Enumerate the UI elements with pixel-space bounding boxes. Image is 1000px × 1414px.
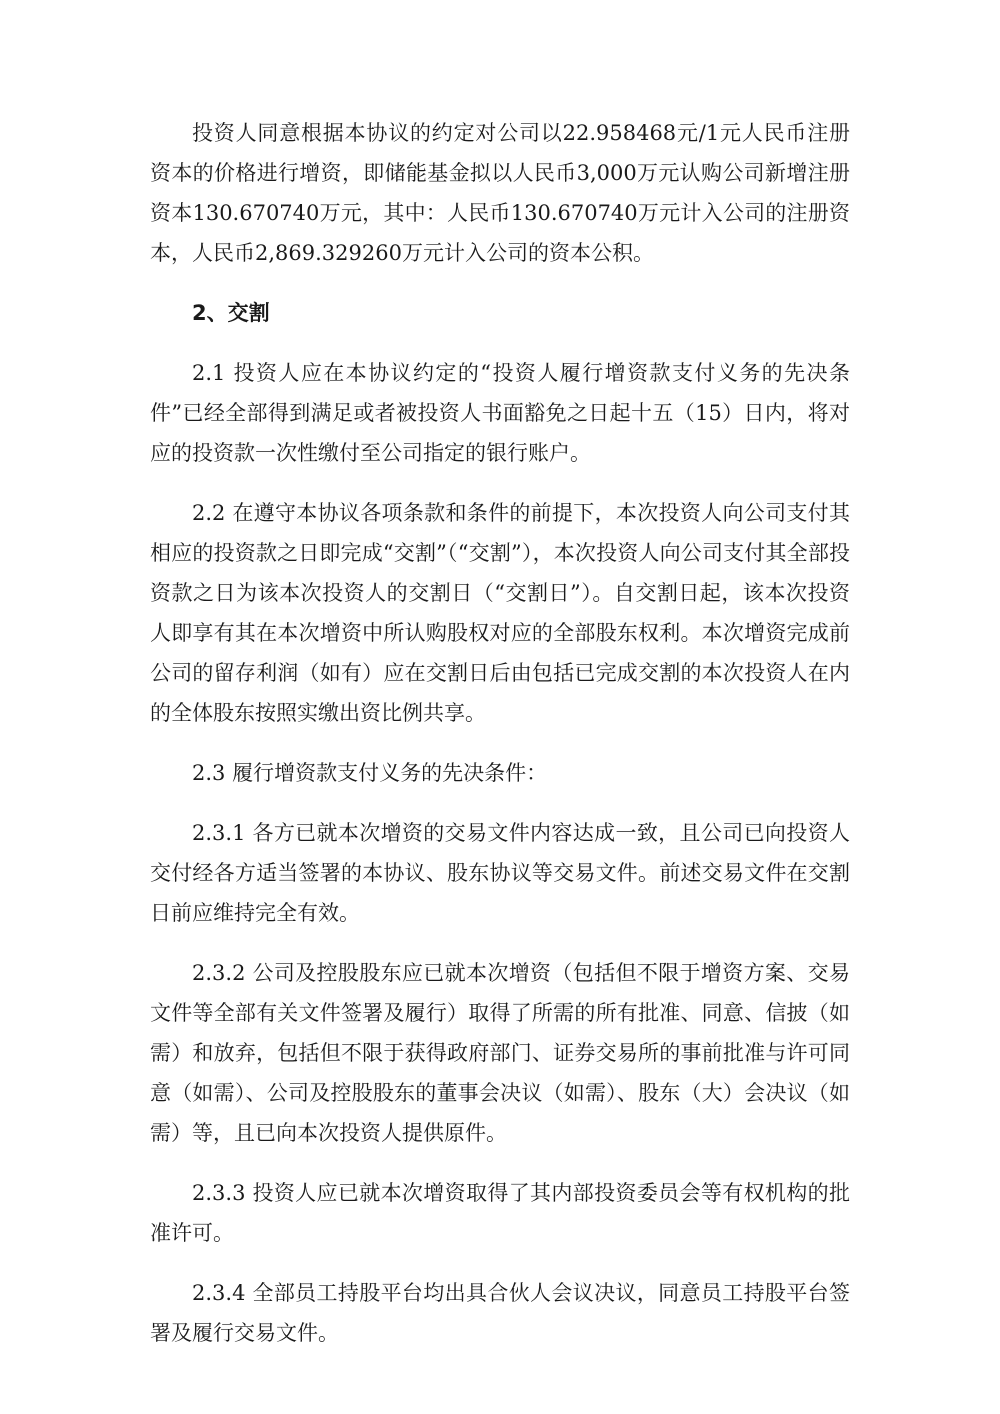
paragraph-2-3-1: 2.3.1 各方已就本次增资的交易文件内容达成一致，且公司已向投资人交付经各方适当签署的本协议、股东协议等交易文件。前述交易文件在交割日前应维持完全有效。 <box>150 821 850 925</box>
paragraph-2-2: 2.2 在遵守本协议各项条款和条件的前提下，本次投资人向公司支付其相应的投资款之日即完成“交割”（“交割”），本次投资人向公司支付其全部投资款之日为该本次投资人的交割日（“交割日”）。自交割日起，该本次投资人即享有其在本次增资中所认购股权对应的全部股东权利。本次增资完成前公司的留存利润（如有）应在交割日后由包括已完成交割的本次投资人在内的全体股东按照实缴出资比例共享。 <box>150 501 850 725</box>
paragraph-2-1: 2.1 投资人应在本协议约定的“投资人履行增资款支付义务的先决条件”已经全部得到满足或者被投资人书面豁免之日起十五（15）日内，将对应的投资款一次性缴付至公司指定的银行账户。 <box>150 361 850 465</box>
document-page <box>150 113 850 1373</box>
paragraph-2-3-3: 2.3.3 投资人应已就本次增资取得了其内部投资委员会等有权机构的批准许可。 <box>150 1181 850 1245</box>
section-heading-closing: 2、交割 <box>192 301 270 325</box>
paragraph-2-3-4: 2.3.4 全部员工持股平台均出具合伙人会议决议，同意员工持股平台签署及履行交易文件。 <box>150 1281 850 1345</box>
paragraph-2-3-2: 2.3.2 公司及控股股东应已就本次增资（包括但不限于增资方案、交易文件等全部有关文件签署及履行）取得了所需的所有批准、同意、信披（如需）和放弃，包括但不限于获得政府部门、证券交易所的事前批准与许可同意（如需）、公司及控股股东的董事会决议（如需）、股东（大）会决议（如需）等，且已向本次投资人提供原件。 <box>150 961 850 1145</box>
paragraph-2-3: 2.3 履行增资款支付义务的先决条件： <box>192 761 548 785</box>
paragraph-capital-increase-price: 投资人同意根据本协议的约定对公司以22.958468元/1元人民币注册资本的价格进行增资，即储能基金拟以人民币3,000万元认购公司新增注册资本130.670740万元，其中：人民币130.670740万元计入公司的注册资本，人民币2,869.329260万元计入公司的资本公积。 <box>150 121 850 265</box>
